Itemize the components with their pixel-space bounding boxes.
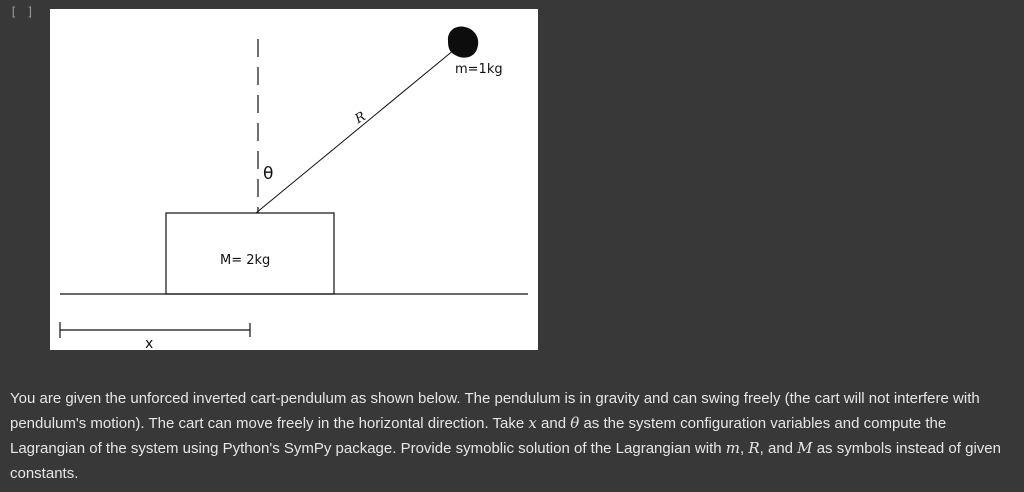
cart-pendulum-figure [50, 9, 538, 350]
symbol-separator-1: , [740, 440, 749, 457]
cart-mass-label: M= 2kg [220, 253, 271, 268]
angle-label: θ [263, 164, 274, 184]
cell-run-prompt[interactable]: [ ] [10, 5, 35, 19]
problem-description [10, 386, 1014, 486]
pendulum-mass [448, 27, 478, 58]
rod-length-label: R [352, 109, 369, 128]
description-text-part3: as the system configuration variables and compute the Lagrangian of the system using Python's SymPy package. Provide symoblic solution of the Lagrangian with [10, 415, 947, 457]
description-text-part2: and [536, 415, 571, 432]
symbol-R: R [748, 439, 760, 457]
cart-pendulum-diagram [50, 9, 538, 350]
pendulum-rod [256, 45, 460, 213]
symbol-m: m [725, 439, 740, 457]
pendulum-mass-label: m=1kg [455, 62, 503, 77]
description-text-part1: You are given the unforced inverted cart-pendulum as shown below. The pendulum is in gravity and can swing freely (the cart will not interfere with pendulum's motion). The cart can move freely in the horizontal direction. Take [10, 390, 980, 432]
variable-theta: θ [570, 414, 580, 432]
position-label: x [145, 336, 154, 350]
symbol-M: M [797, 439, 813, 457]
variable-x: x [528, 414, 537, 432]
symbol-separator-2: , and [759, 440, 798, 457]
description-text-part4: as symbols instead of given constants. [10, 440, 1001, 482]
